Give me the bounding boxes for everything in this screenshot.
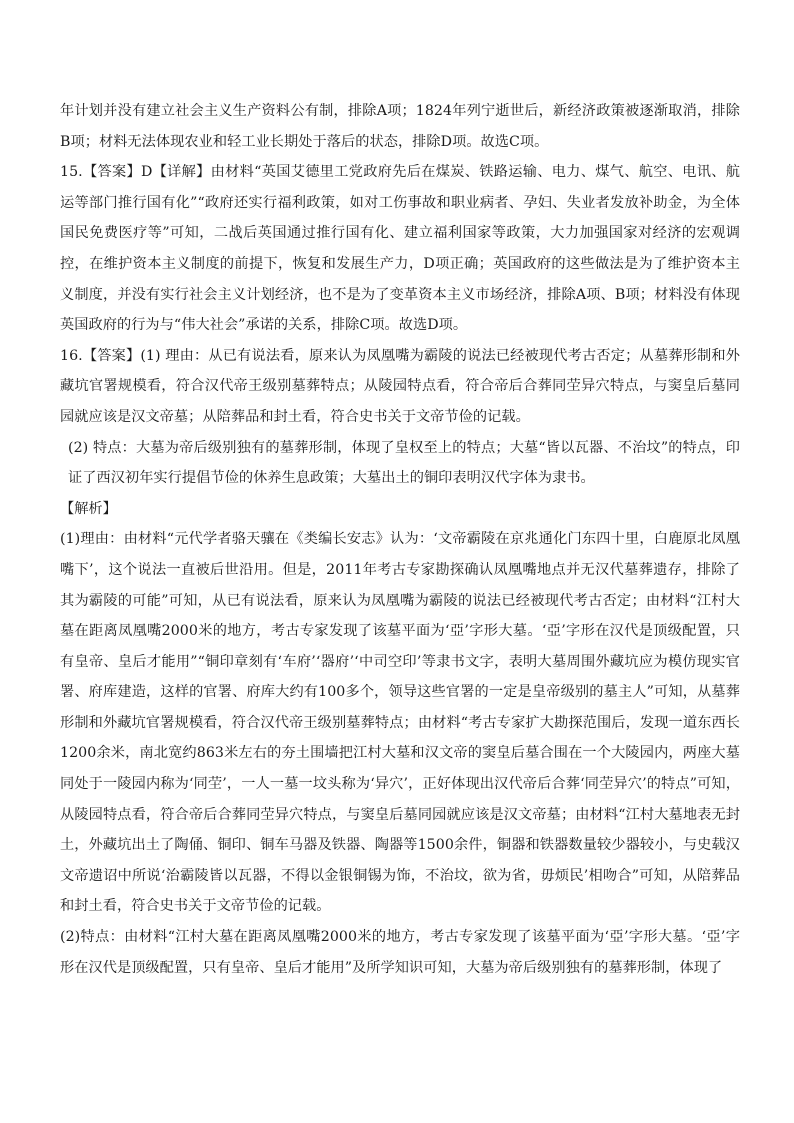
paragraph-q16-answer-part1: 16.【答案】(1) 理由：从已有说法看，原来认为凤凰嘴为霸陵的说法已经被现代考古否定；从墓葬形制和外藏坑官署规模看，符合汉代帝王级别墓葬特点；从陵园特点看，符合帝后合葬同茔异穴特点，与窦皇后墓同园就应该是汉文帝墓；从陪葬品和封土看，符合史书关于文帝节俭的记载。 bbox=[60, 347, 740, 425]
paragraph-q16-answer-part2: (2) 特点：大墓为帝后级别独有的墓葬形制，体现了皇权至上的特点；大墓“皆以瓦器、不治坟”的特点，印证了西汉初年实行提倡节俭的休养生息政策；大墓出土的铜印表明汉代字体为隶书。 bbox=[68, 439, 740, 487]
paragraph-q15-answer: 15.【答案】D【详解】由材料“英国艾德里工党政府先后在煤炭、铁路运输、电力、煤气、航空、电讯、航运等部门推行国有化”“政府还实行福利政策，如对工伤事故和职业病者、孕妇、失业者发放补助金，为全体国民免费医疗等”可知，二战后英国通过推行国有化、建立福利国家等政策，大力加强国家对经济的宏观调控，在维护资本主义制度的前提下，恢复和发展生产力，D项正确；英国政府的这些做法是为了维护资本主义制度，并没有实行社会主义计划经济，也不是为了变革资本主义市场经济，排除A项、B项；材料没有体现英国政府的行为与“伟大社会”承诺的关系，排除C项。故选D项。 bbox=[60, 164, 740, 334]
analysis-heading: 【解析】 bbox=[60, 500, 117, 517]
document-page bbox=[60, 96, 740, 983]
paragraph-analysis-part1: (1)理由：由材料“元代学者骆天骧在《类编长安志》认为：‘文帝霸陵在京兆通化门东四十里，白鹿原北凤凰嘴下’，这个说法一直被后世沿用。但是，2011年考古专家勘探确认凤凰嘴地点并无汉代墓葬遗存，排除了其为霸陵的可能”可知，从已有说法看，原来认为凤凰嘴为霸陵的说法已经被现代考古否定；由材料“江村大墓在距离凤凰嘴2000米的地方，考古专家发现了该墓平面为‘亞’字形大墓。‘亞’字形在汉代是顶级配置，只有皇帝、皇后才能用”“铜印章刻有‘车府’‘器府’‘中司空印’等隶书文字，表明大墓周围外藏坑应为模仿现实官署、府库建造，这样的官署、府库大约有100多个，领导这些官署的一定是皇帝级别的墓主人”可知，从墓葬形制和外藏坑官署规模看，符合汉代帝王级别墓葬特点；由材料“考古专家扩大勘探范围后，发现一道东西长1200余米，南北宽约863米左右的夯土围墙把江村大墓和汉文帝的窦皇后墓合围在一个大陵园内，两座大墓同处于一陵园内称为‘同茔’，一人一墓一坟头称为‘异穴’，正好体现出汉代帝后合葬‘同茔异穴’的特点”可知，从陵园特点看，符合帝后合葬同茔异穴特点，与窦皇后墓同园就应该是汉文帝墓；由材料“江村大墓地表无封土，外藏坑出土了陶俑、铜印、铜车马器及铁器、陶器等1500余件，铜器和铁器数量较少器较小，与史载汉文帝遗诏中所说‘治霸陵皆以瓦器，不得以金银铜锡为饰，不治坟，欲为省，毋烦民’相吻合”可知，从陪葬品和封土看，符合史书关于文帝节俭的记载。 bbox=[60, 531, 740, 915]
paragraph-q14-continuation: 年计划并没有建立社会主义生产资料公有制，排除A项；1824年列宁逝世后，新经济政策被逐渐取消，排除B项；材料无法体现农业和轻工业长期处于落后的状态，排除D项。故选C项。 bbox=[60, 103, 740, 150]
paragraph-analysis-part2: (2)特点：由材料“江村大墓在距离凤凰嘴2000米的地方，考古专家发现了该墓平面为‘亞’字形大墓。‘亞’字形在汉代是顶级配置，只有皇帝、皇后才能用”及所学知识可知，大墓为帝后级别独有的墓葬形制，体现了 bbox=[60, 929, 740, 976]
